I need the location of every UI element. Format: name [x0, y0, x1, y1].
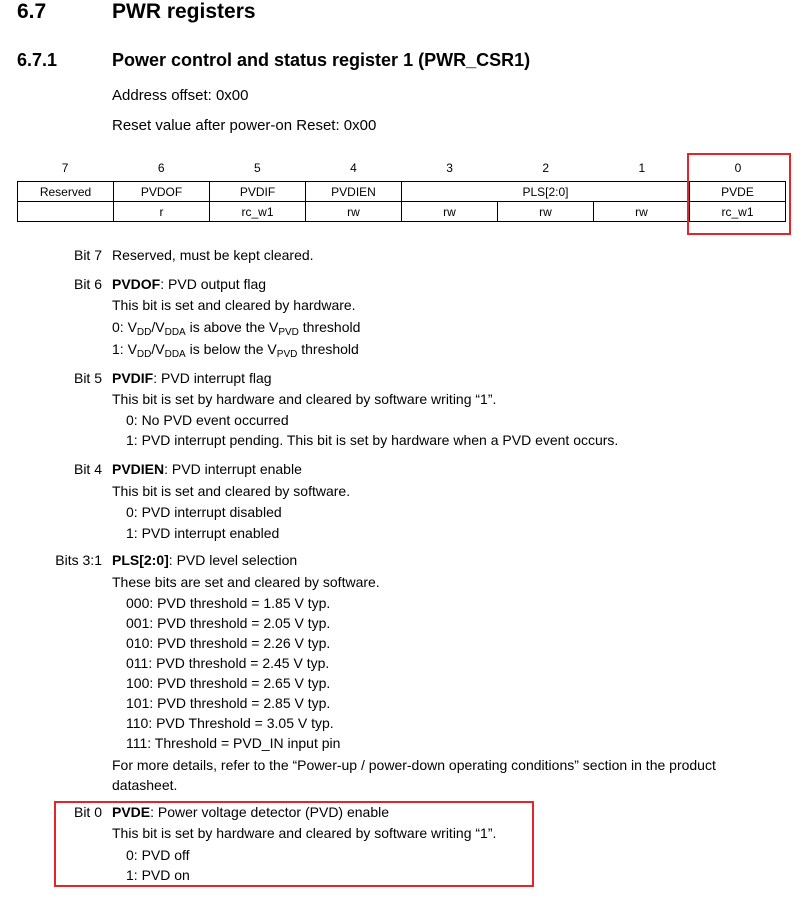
access-cell: rw [594, 202, 690, 222]
bits31-name: PLS[2:0] [112, 552, 169, 568]
pls-value: 111: Threshold = PVD_IN input pin [126, 735, 341, 751]
bit0-label: Bit 0 [73, 804, 102, 820]
bit0-value1: 1: PVD on [126, 867, 190, 883]
text: 0: V [112, 319, 137, 335]
access-cell: rw [402, 202, 498, 222]
pls-value: 101: PVD threshold = 2.85 V typ. [126, 695, 331, 711]
bit6-heading [112, 275, 266, 294]
text: /V [151, 341, 165, 357]
text: is above the V [185, 319, 279, 335]
bits31-note-line1: For more details, refer to the “Power-up / power-down operating conditions” section in the product [112, 757, 716, 773]
bit0-value0: 0: PVD off [126, 847, 190, 863]
access-cell: rw [498, 202, 594, 222]
bit6-value0 [112, 318, 360, 337]
bit6-label: Bit 6 [73, 276, 102, 292]
bit4-heading [112, 460, 302, 479]
field-pvdof: PVDOF [114, 182, 210, 202]
bit4-title: : PVD interrupt enable [164, 461, 302, 477]
bit5-value0: 0: No PVD event occurred [126, 412, 289, 428]
subsection-title: Power control and status register 1 (PWR_CSR1) [112, 50, 531, 70]
bit-number: 5 [253, 161, 261, 175]
bit-number: 1 [638, 161, 646, 175]
access-cell [18, 202, 114, 222]
bit4-label: Bit 4 [73, 461, 102, 477]
text: /V [151, 319, 165, 335]
pls-value: 110: PVD Threshold = 3.05 V typ. [126, 715, 334, 731]
section-number: 6.7 [17, 0, 47, 23]
address-offset: Address offset: 0x00 [112, 87, 249, 104]
access-cell: rw [306, 202, 402, 222]
subscript: DD [136, 327, 152, 338]
section-title: PWR registers [112, 0, 256, 23]
subscript: PVD [276, 349, 298, 360]
bit-number: 7 [61, 161, 69, 175]
highlight-box-pvde-column [687, 153, 791, 235]
text: threshold [298, 319, 361, 335]
bit6-title: : PVD output flag [160, 276, 267, 292]
bit6-value1 [112, 340, 359, 359]
subscript: DDA [164, 349, 186, 360]
bit7-label: Bit 7 [73, 247, 102, 263]
bit5-title: : PVD interrupt flag [153, 370, 272, 386]
bit6-name: PVDOF [112, 276, 161, 292]
register-table [17, 181, 786, 222]
bit-number-row [17, 161, 786, 175]
bits31-heading [112, 551, 297, 570]
subscript: DDA [164, 327, 186, 338]
text: threshold [297, 341, 359, 357]
pls-value: 000: PVD threshold = 1.85 V typ. [126, 595, 331, 611]
field-pls: PLS[2:0] [402, 182, 690, 202]
bit4-name: PVDIEN [112, 461, 165, 477]
bits31-desc: These bits are set and cleared by software. [112, 574, 380, 590]
pls-value: 100: PVD threshold = 2.65 V typ. [126, 675, 331, 691]
bit5-desc: This bit is set by hardware and cleared by software writing “1”. [112, 391, 497, 407]
text: is below the V [185, 341, 277, 357]
bit6-desc: This bit is set and cleared by hardware. [112, 297, 356, 313]
access-cell: rc_w1 [210, 202, 306, 222]
bit-number: 3 [446, 161, 453, 175]
bit-number: 6 [157, 161, 165, 175]
pls-value: 011: PVD threshold = 2.45 V typ. [126, 655, 330, 671]
bits31-label: Bits 3:1 [55, 552, 102, 568]
subscript: PVD [278, 327, 299, 338]
access-cell: rc_w1 [690, 202, 786, 222]
bit-number: 4 [350, 161, 357, 175]
pls-value: 010: PVD threshold = 2.26 V typ. [126, 635, 331, 651]
bit0-heading [112, 803, 389, 822]
bit5-value1: 1: PVD interrupt pending. This bit is set by hardware when a PVD event occurs. [126, 432, 619, 448]
access-cell: r [114, 202, 210, 222]
field-reserved: Reserved [18, 182, 114, 202]
bit4-value0: 0: PVD interrupt disabled [126, 504, 282, 520]
bit-number: 2 [542, 161, 550, 175]
text: 1: V [112, 341, 137, 357]
field-row [18, 182, 786, 202]
access-row [18, 202, 786, 222]
bit0-desc: This bit is set by hardware and cleared by software writing “1”. [112, 825, 497, 841]
pls-value: 001: PVD threshold = 2.05 V typ. [126, 615, 331, 631]
bit5-heading [112, 369, 272, 388]
reset-value: Reset value after power-on Reset: 0x00 [112, 117, 377, 134]
bit-number: 0 [734, 161, 742, 175]
bit7-text: Reserved, must be kept cleared. [112, 247, 314, 263]
field-pvde: PVDE [690, 182, 786, 202]
bit0-name: PVDE [112, 804, 151, 820]
bit4-value1: 1: PVD interrupt enabled [126, 525, 280, 541]
bit5-name: PVDIF [112, 370, 154, 386]
bit0-title: : Power voltage detector (PVD) enable [150, 804, 390, 820]
bit5-label: Bit 5 [73, 370, 102, 386]
bits31-title: : PVD level selection [168, 552, 298, 568]
subsection-number: 6.7.1 [17, 50, 58, 70]
field-pvdien: PVDIEN [306, 182, 402, 202]
bits31-note-line2: datasheet. [112, 777, 178, 793]
field-pvdif: PVDIF [210, 182, 306, 202]
subscript: DD [136, 349, 152, 360]
bit4-desc: This bit is set and cleared by software. [112, 483, 351, 499]
